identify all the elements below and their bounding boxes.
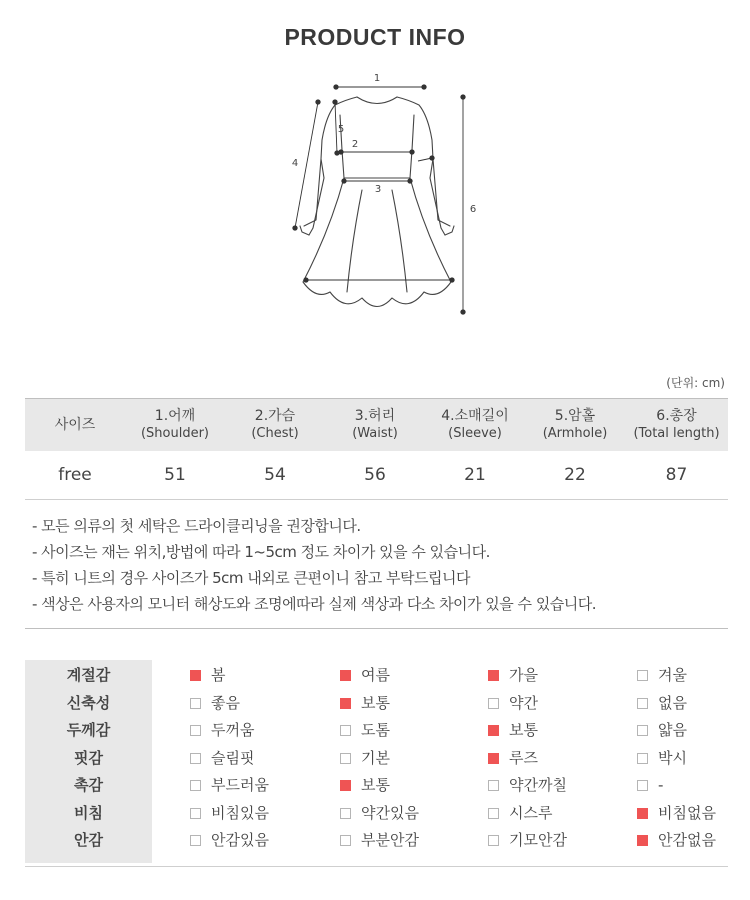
attribute-option	[637, 772, 663, 800]
attribute-label: 계절감	[66, 666, 111, 684]
note-item: - 색상은 사용자의 모니터 해상도와 조명에따라 실제 색상과 다소 차이가 있을 수 있습니다.	[32, 595, 597, 613]
attribute-option	[340, 662, 390, 690]
table-row	[25, 451, 728, 500]
diagram-label-2: 2	[351, 139, 359, 150]
unchecked-box-icon	[637, 698, 648, 709]
attribute-option-label: 기모안감	[509, 831, 567, 849]
diagram-label-3: 3	[374, 184, 382, 195]
attribute-label: 안감	[74, 831, 103, 849]
skirt-fold	[392, 190, 407, 292]
unit-label: (단위: cm)	[666, 376, 725, 390]
attribute-option	[190, 690, 240, 718]
attribute-option	[488, 717, 538, 745]
cell-total-length: 87	[625, 451, 728, 500]
right-sleeve-inner	[433, 159, 450, 226]
header-size: 사이즈	[25, 399, 125, 452]
checked-box-icon	[488, 725, 499, 736]
skirt-outline	[303, 178, 451, 307]
left-cuff	[300, 226, 309, 235]
header-total-length: 6.총장 (Total length)	[625, 399, 728, 452]
cell-shoulder: 51	[125, 451, 225, 500]
attribute-option-label: 겨울	[658, 666, 687, 684]
attribute-option-label: 얇음	[658, 721, 687, 739]
note-item: - 특히 니트의 경우 사이즈가 5cm 내외로 큰편이니 참고 부탁드립니다	[32, 569, 470, 587]
unchecked-box-icon	[340, 835, 351, 846]
attribute-option-label: 약간있음	[361, 803, 419, 822]
unchecked-box-icon	[190, 753, 201, 764]
attribute-option	[637, 800, 716, 828]
cell-waist: 56	[325, 451, 425, 500]
attribute-option-label: 약간까칠	[509, 776, 567, 794]
attribute-option	[488, 772, 567, 800]
attribute-option-label: 부분안감	[361, 831, 419, 849]
right-bodice-side	[410, 115, 414, 178]
unchecked-box-icon	[190, 835, 201, 846]
attribute-option	[340, 827, 419, 855]
attribute-option	[488, 662, 538, 690]
checked-box-icon	[637, 835, 648, 846]
header-sleeve: 4.소매길이 (Sleeve)	[425, 399, 525, 452]
header-armhole: 5.암홀 (Armhole)	[525, 399, 625, 452]
attribute-option	[488, 800, 552, 828]
unchecked-box-icon	[488, 835, 499, 846]
unchecked-box-icon	[637, 780, 648, 791]
attribute-option-label: -	[658, 776, 664, 794]
unchecked-box-icon	[340, 725, 351, 736]
attribute-row	[25, 827, 728, 855]
attribute-row	[25, 800, 728, 828]
attribute-option	[190, 827, 269, 855]
cell-sleeve: 21	[425, 451, 525, 500]
unchecked-box-icon	[637, 670, 648, 681]
checked-box-icon	[637, 808, 648, 819]
attribute-option-label: 도톰	[361, 721, 390, 739]
attribute-option-label: 안감있음	[211, 831, 269, 849]
attribute-option-label: 보통	[361, 693, 390, 712]
note-item: - 모든 의류의 첫 세탁은 드라이클리닝을 권장합니다.	[32, 517, 361, 535]
unchecked-box-icon	[488, 808, 499, 819]
attribute-label: 신축성	[66, 693, 111, 712]
attribute-label: 비침	[74, 803, 103, 822]
attribute-label: 두께감	[66, 721, 111, 739]
attribute-option-label: 부드러움	[211, 776, 269, 794]
attribute-option-label: 비침없음	[658, 803, 716, 822]
garment-diagram	[0, 60, 750, 360]
attribute-option	[340, 800, 419, 828]
checked-box-icon	[340, 780, 351, 791]
attribute-option-label: 안감없음	[658, 831, 716, 849]
attribute-option	[190, 662, 226, 690]
attribute-option	[190, 772, 269, 800]
attribute-table	[25, 660, 728, 863]
attribute-option	[340, 717, 390, 745]
attribute-option-label: 약간	[509, 693, 538, 712]
attribute-option-label: 슬림핏	[211, 748, 255, 767]
attribute-label: 핏감	[74, 748, 103, 767]
header-shoulder: 1.어깨 (Shoulder)	[125, 399, 225, 452]
unchecked-box-icon	[190, 808, 201, 819]
attribute-option	[637, 717, 687, 745]
attribute-row	[25, 717, 728, 745]
attribute-row	[25, 745, 728, 773]
attribute-option-label: 없음	[658, 693, 687, 712]
diagram-label-1: 1	[373, 73, 381, 84]
unchecked-box-icon	[637, 725, 648, 736]
attribute-option	[190, 800, 269, 828]
attribute-option-label: 비침있음	[211, 803, 269, 822]
cell-chest: 54	[225, 451, 325, 500]
left-sleeve-inner	[304, 159, 321, 226]
unchecked-box-icon	[488, 780, 499, 791]
attribute-row	[25, 662, 728, 690]
diagram-label-4: 4	[291, 158, 299, 169]
attribute-option	[340, 690, 390, 718]
attribute-option	[488, 827, 567, 855]
unchecked-box-icon	[190, 698, 201, 709]
attribute-label: 촉감	[74, 776, 103, 794]
attribute-option	[637, 690, 687, 718]
attribute-row	[25, 772, 728, 800]
attribute-option-label: 보통	[361, 776, 390, 794]
attribute-option	[488, 745, 538, 773]
attribute-option	[190, 745, 254, 773]
unchecked-box-icon	[190, 780, 201, 791]
attribute-option	[340, 772, 390, 800]
attribute-row	[25, 690, 728, 718]
neckline-outline	[357, 97, 397, 104]
attribute-option-label: 시스루	[509, 803, 553, 822]
size-table	[25, 398, 728, 500]
diagram-label-5: 5	[337, 124, 345, 135]
attribute-option-label: 두꺼움	[211, 721, 255, 739]
note-item: - 사이즈는 재는 위치,방법에 따라 1~5cm 정도 차이가 있을 수 있습니다.	[32, 543, 490, 561]
checked-box-icon	[488, 670, 499, 681]
checked-box-icon	[488, 753, 499, 764]
attribute-option	[190, 717, 254, 745]
checked-box-icon	[340, 670, 351, 681]
unchecked-box-icon	[340, 753, 351, 764]
measure-armhole	[335, 102, 337, 153]
attribute-option-label: 박시	[658, 748, 687, 767]
size-table-header	[25, 399, 728, 452]
attribute-option-label: 보통	[509, 721, 538, 739]
attribute-option	[637, 827, 716, 855]
attribute-option-label: 기본	[361, 748, 390, 767]
page-title: PRODUCT INFO	[284, 24, 466, 50]
attribute-option	[637, 662, 687, 690]
skirt-fold	[347, 190, 362, 292]
cell-size: free	[25, 451, 125, 500]
attribute-option-label: 가을	[509, 666, 538, 684]
checked-box-icon	[190, 670, 201, 681]
header-chest: 2.가슴 (Chest)	[225, 399, 325, 452]
unchecked-box-icon	[190, 725, 201, 736]
attribute-option-label: 루즈	[509, 748, 538, 767]
divider	[25, 628, 728, 629]
diagram-label-6: 6	[469, 204, 477, 215]
unchecked-box-icon	[340, 808, 351, 819]
header-waist: 3.허리 (Waist)	[325, 399, 425, 452]
checked-box-icon	[340, 698, 351, 709]
attribute-option	[488, 690, 538, 718]
unchecked-box-icon	[637, 753, 648, 764]
care-notes	[32, 513, 722, 617]
cell-armhole: 22	[525, 451, 625, 500]
attribute-option-label: 여름	[361, 666, 390, 684]
attribute-option	[637, 745, 687, 773]
right-cuff	[445, 226, 454, 235]
attribute-option	[340, 745, 390, 773]
attribute-option-label: 좋음	[211, 693, 240, 712]
measure-sleeve	[295, 102, 318, 228]
attribute-option-label: 봄	[211, 666, 226, 684]
divider	[25, 866, 728, 867]
unchecked-box-icon	[488, 698, 499, 709]
